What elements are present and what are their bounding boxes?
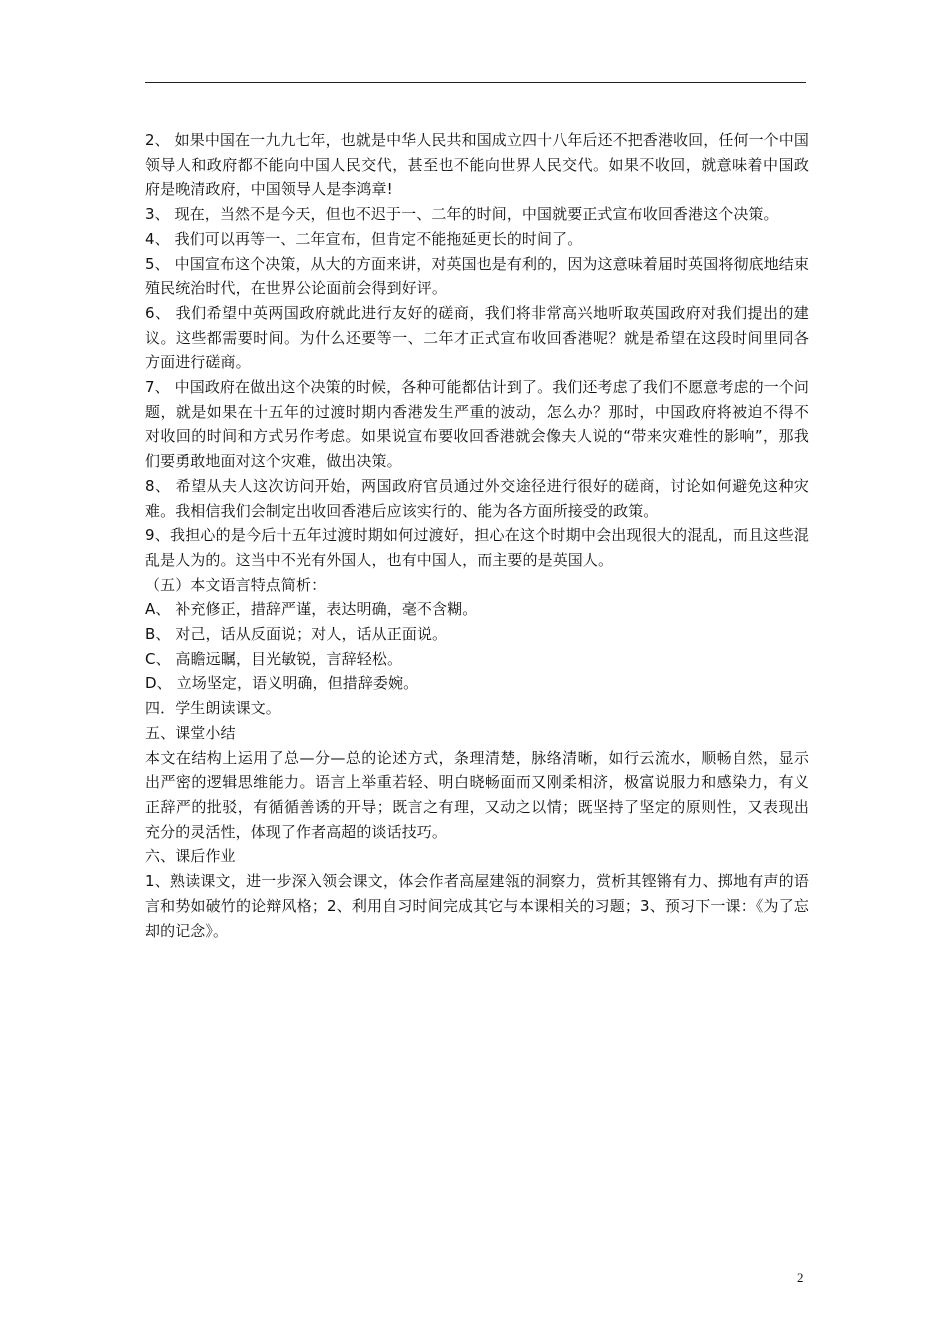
feature-c: C、 高瞻远瞩，目光敏锐，言辞轻松。 <box>145 649 403 668</box>
feature-a: A、 补充修正，措辞严谨，表达明确，毫不含糊。 <box>145 600 478 619</box>
header-rule <box>145 82 806 83</box>
section-heading-summary: 五、课堂小结 <box>145 723 236 742</box>
section-heading-reading: 四．学生朗读课文。 <box>145 699 281 718</box>
item-3: 3、 现在，当然不是今天，但也不迟于一、二年的时间，中国就要正式宣布收回香港这个决策。 <box>145 205 779 224</box>
feature-b: B、 对己，话从反面说；对人，话从正面说。 <box>145 625 448 644</box>
item-6: 6、 我们希望中英两国政府就此进行友好的磋商，我们将非常高兴地听取英国政府对我们提出的建议。这些都需要时间。为什么还要等一、二年才正式宣布收回香港呢？就是希望在这段时间里同各方面进行磋商。 <box>145 303 809 372</box>
item-4: 4、 我们可以再等一、二年宣布，但肯定不能拖延更长的时间了。 <box>145 229 583 248</box>
item-9: 9、我担心的是今后十五年过渡时期如何过渡好，担心在这个时期中会出现很大的混乱，而且这些混乱是人为的。这当中不光有外国人，也有中国人，而主要的是英国人。 <box>145 526 809 569</box>
item-5: 5、 中国宣布这个决策，从大的方面来讲，对英国也是有利的，因为这意味着届时英国将彻底地结束殖民统治时代，在世界公论面前会得到好评。 <box>145 254 809 298</box>
page-number: 2 <box>797 1270 804 1285</box>
summary-paragraph: 本文在结构上运用了总—分—总的论述方式，条理清楚，脉络清晰，如行云流水，顺畅自然，显示出严密的逻辑思维能力。语言上举重若轻、明白晓畅面而又刚柔相济，极富说服力和感染力，有义正辞严的批驳，有循循善诱的开导；既言之有理，又动之以情；既坚持了坚定的原则性，又表现出充分的灵活性，体现了作者高超的谈话技巧。 <box>145 748 809 841</box>
section-heading-language-features: （五）本文语言特点简析： <box>145 575 327 594</box>
feature-d: D、 立场坚定，语义明确，但措辞委婉。 <box>145 674 419 693</box>
item-8: 8、 希望从夫人这次访问开始，两国政府官员通过外交途径进行很好的磋商，讨论如何避免这种灾难。我相信我们会制定出收回香港后应该实行的、能为各方面所接受的政策。 <box>145 476 809 520</box>
homework-paragraph: 1、熟读课文，进一步深入领会课文，体会作者高屋建瓴的洞察力，赏析其铿锵有力、掷地有声的语言和势如破竹的论辩风格；2、利用自习时间完成其它与本课相关的习题；3、预习下一课：《为了忘却的记念》。 <box>145 872 809 940</box>
section-heading-homework: 六、课后作业 <box>145 847 236 866</box>
item-2: 2、 如果中国在一九九七年，也就是中华人民共和国成立四十八年后还不把香港收回，任何一个中国领导人和政府都不能向中国人民交代，甚至也不能向世界人民交代。如果不收回，就意味着中国政府是晚清政府，中国领导人是李鸿章! <box>145 131 809 199</box>
document-body <box>145 128 809 943</box>
item-7: 7、 中国政府在做出这个决策的时候，各种可能都估计到了。我们还考虑了我们不愿意考虑的一个问题，就是如果在十五年的过渡时期内香港发生严重的波动，怎么办？那时，中国政府将被迫不得不对收回的时间和方式另作考虑。如果说宣布要收回香港就会像夫人说的“带来灾难性的影响”，那我们要勇敢地面对这个灾难，做出决策。 <box>145 378 809 471</box>
